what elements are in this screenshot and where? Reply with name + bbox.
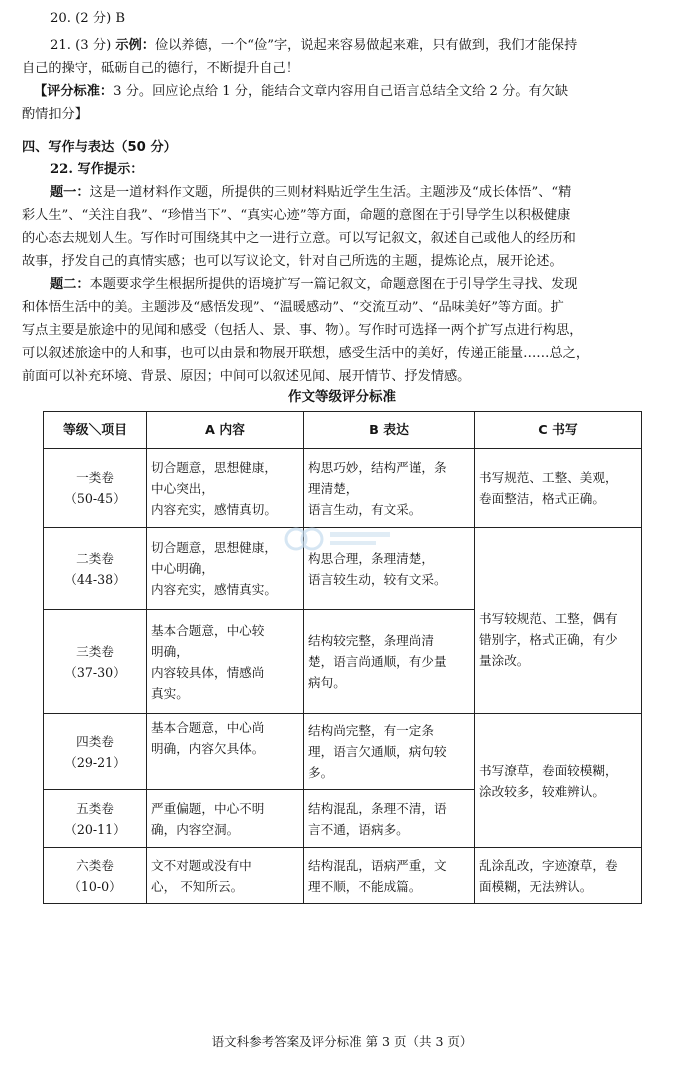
content-cell: 切合题意，思想健康， 中心明确， 内容充实，感情真实。 [147, 528, 304, 610]
level-cell: 一类卷 （50-45） [44, 449, 147, 528]
level-cell: 六类卷 （10-0） [44, 848, 147, 904]
content-cell: 基本合题意，中心尚 明确，内容欠具体。 [147, 714, 304, 790]
table-row [44, 848, 642, 904]
header-level: 等级＼项目 [44, 412, 147, 449]
header-content: A 内容 [147, 412, 304, 449]
topic2-line: 前面可以补充环境、背景、原因；中间可以叙述见闻、展开情节、抒发情感。 [22, 369, 471, 384]
table-row [44, 449, 642, 528]
expression-cell: 结构尚完整，有一定条 理，语言欠通顺，病句较 多。 [304, 714, 475, 790]
expression-cell: 结构混乱，条理不清，语 言不通，语病多。 [304, 790, 475, 848]
expression-cell: 结构混乱，语病严重，文 理不顺，不能成篇。 [304, 848, 475, 904]
q21-text: 俭以养德，一个“俭”字，说起来容易做起来难，只有做到，我们才能保持 [154, 38, 578, 53]
topic2-line: 写点主要是旅途中的见闻和感受（包括人、景、事、物）。写作时可选择一两个扩写点进行构思， [22, 323, 583, 338]
grading-table [43, 411, 642, 904]
topic1-line: 的心态去规划人生。写作时可围绕其中之一进行立意。可以写记叙文，叙述自己或他人的经历和 [22, 231, 576, 246]
answer-q21-cont: 自己的操守，砥砺自己的德行，不断提升自己！ [22, 61, 299, 76]
topic1-line: 彩人生”、“关注自我”、“珍惜当下”、“真实心迹”等方面，命题的意图在于引导学生以积极健康 [22, 208, 571, 223]
watermark-logo-icon [282, 524, 402, 554]
table-title: 作文等级评分标准 [288, 389, 396, 405]
answer-q21 [50, 35, 662, 57]
level-cell: 四类卷 （29-21） [44, 714, 147, 790]
topic1-label: 题一： [50, 185, 90, 200]
topic2-label: 题二： [50, 277, 90, 292]
level-cell: 三类卷 （37-30） [44, 610, 147, 714]
writing-cell: 书写规范、工整、美观， 卷面整洁，格式正确。 [475, 449, 642, 528]
table-row [44, 714, 642, 790]
writing-cell: 乱涂乱改，字迹潦草，卷 面模糊，无法辨认。 [475, 848, 642, 904]
writing-cell: 书写较规范、工整，偶有 错别字，格式正确，有少 量涂改。 [475, 528, 642, 714]
level-cell: 五类卷 （20-11） [44, 790, 147, 848]
answer-q20: 20. (2 分) B [50, 11, 126, 26]
scoring-note [34, 81, 662, 103]
scoring-note-cont: 酌情扣分】 [22, 107, 88, 122]
content-cell: 基本合题意，中心较 明确， 内容较具体，情感尚 真实。 [147, 610, 304, 714]
q21-example-label: 示例： [115, 38, 155, 53]
scoring-label: 【评分标准： [34, 84, 114, 99]
expression-cell: 结构较完整，条理尚清 楚，语言尚通顺，有少量 病句。 [304, 610, 475, 714]
content-cell: 切合题意，思想健康， 中心突出， 内容充实，感情真切。 [147, 449, 304, 528]
header-expression: B 表达 [304, 412, 475, 449]
topic1-line: 故事，抒发自己的真情实感；也可以写议论文，针对自己所选的主题，提炼论点，展开论述。 [22, 254, 563, 269]
topic2-line: 和体悟生活中的美。主题涉及“感悟发现”、“温暖感动”、“交流互动”、“品味美好”等方面。扩 [22, 300, 564, 315]
q22-label: 22. 写作提示： [50, 162, 144, 177]
expression-cell: 构思合理，条理清楚， 语言较生动，较有文采。 [304, 528, 475, 610]
scoring-text: 3 分。回应论点给 1 分，能结合文章内容用自己语言总结全文给 2 分。有欠缺 [113, 84, 569, 99]
expression-cell: 构思巧妙，结构严谨，条 理清楚， 语言生动，有文采。 [304, 449, 475, 528]
topic1-line: 题一：这是一道材料作文题，所提供的三则材料贴近学生生活。主题涉及“成长体悟”、“精 [50, 185, 572, 200]
section-heading: 四、写作与表达（50 分） [22, 140, 177, 155]
topic2-line: 题二：本题要求学生根据所提供的语境扩写一篇记叙文，命题意图在于引导学生寻找、发现 [50, 277, 578, 292]
q21-prefix: 21. (3 分) [50, 38, 116, 53]
level-cell: 二类卷 （44-38） [44, 528, 147, 610]
page-footer: 语文科参考答案及评分标准 第 3 页（共 3 页） [211, 1034, 473, 1049]
content-cell: 文不对题或没有中 心， 不知所云。 [147, 848, 304, 904]
content-cell: 严重偏题，中心不明 确，内容空洞。 [147, 790, 304, 848]
table-header-row [44, 412, 642, 449]
header-writing: C 书写 [475, 412, 642, 449]
writing-cell: 书写潦草，卷面较模糊， 涂改较多，较难辨认。 [475, 714, 642, 848]
topic2-line: 可以叙述旅途中的人和事，也可以由景和物展开联想，感受生活中的美好，传递正能量……总之， [22, 346, 590, 361]
